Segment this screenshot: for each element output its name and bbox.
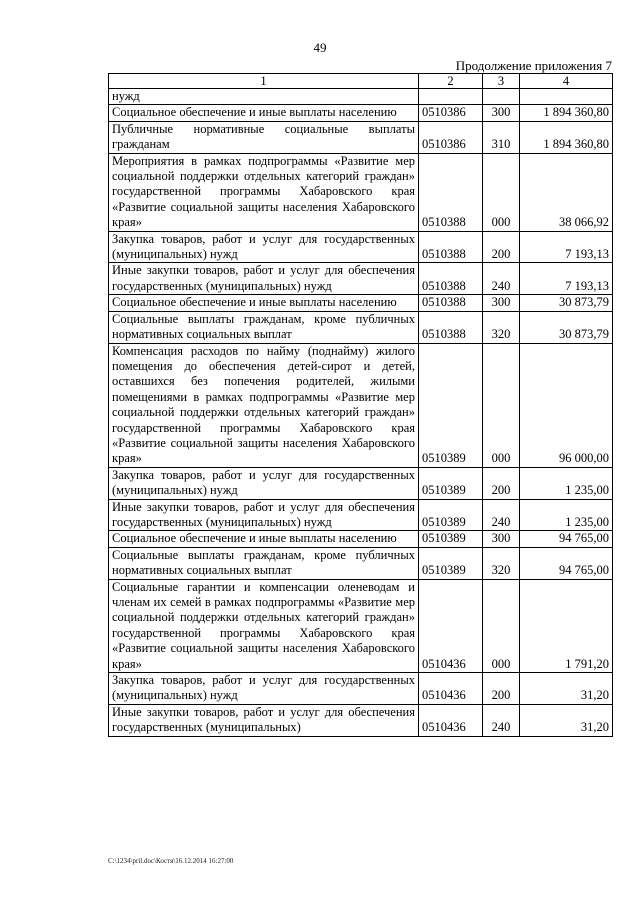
header-cell: 2 (419, 74, 483, 89)
target-code-cell: 0510388 (419, 153, 483, 231)
target-code-cell: 0510389 (419, 531, 483, 547)
table-row (109, 579, 613, 672)
amount-cell: 38 066,92 (520, 153, 613, 231)
target-code-cell: 0510386 (419, 105, 483, 121)
table-row (109, 231, 613, 263)
amount-cell: 31,20 (520, 704, 613, 736)
expense-type-cell: 000 (483, 153, 520, 231)
amount-cell: 1 894 360,80 (520, 105, 613, 121)
target-code-cell: 0510388 (419, 295, 483, 311)
header-cell: 3 (483, 74, 520, 89)
table-row (109, 499, 613, 531)
table-row (109, 311, 613, 343)
target-code-cell: 0510388 (419, 311, 483, 343)
description-cell: Социальные выплаты гражданам, кроме публичных нормативных социальных выплат (109, 311, 419, 343)
description-cell: Социальные гарантии и компенсации оленеводам и членам их семей в рамках подпрограммы «Развитие мер социальной поддержки отдельных категорий граждан» государственной программы Хабаровского края «Развитие социальной защиты населения Хабаровского края» (109, 579, 419, 672)
amount-cell: 1 791,20 (520, 579, 613, 672)
target-code-cell: 0510389 (419, 343, 483, 467)
expense-type-cell: 200 (483, 231, 520, 263)
description-cell: Социальное обеспечение и иные выплаты населению (109, 105, 419, 121)
amount-cell: 7 193,13 (520, 231, 613, 263)
amount-cell: 30 873,79 (520, 311, 613, 343)
expense-type-cell: 300 (483, 295, 520, 311)
target-code-cell (419, 89, 483, 105)
table-header-row (109, 74, 613, 89)
description-cell: Социальные выплаты гражданам, кроме публичных нормативных социальных выплат (109, 547, 419, 579)
target-code-cell: 0510436 (419, 673, 483, 705)
amount-cell: 7 193,13 (520, 263, 613, 295)
table-row (109, 704, 613, 736)
amount-cell (520, 89, 613, 105)
expense-type-cell: 200 (483, 467, 520, 499)
table-row (109, 121, 613, 153)
expense-type-cell: 300 (483, 531, 520, 547)
amount-cell: 31,20 (520, 673, 613, 705)
table-row (109, 343, 613, 467)
description-cell: нужд (109, 89, 419, 105)
target-code-cell: 0510386 (419, 121, 483, 153)
target-code-cell: 0510388 (419, 231, 483, 263)
expense-type-cell: 320 (483, 547, 520, 579)
expense-type-cell: 240 (483, 704, 520, 736)
table-row (109, 295, 613, 311)
amount-cell: 94 765,00 (520, 531, 613, 547)
budget-table (108, 73, 613, 737)
expense-type-cell: 240 (483, 499, 520, 531)
description-cell: Мероприятия в рамках подпрограммы «Развитие мер социальной поддержки отдельных категорий граждан» государственной программы Хабаровского края «Развитие социальной защиты населения Хабаровского края» (109, 153, 419, 231)
description-cell: Компенсация расходов по найму (поднайму) жилого помещения до обеспечения детей-сирот и детей, оставшихся без попечения родителей, жилыми помещениями в рамках подпрограммы «Развитие мер социальной поддержки отдельных категорий граждан» государственной программы Хабаровского края «Развитие социальной защиты населения Хабаровского края» (109, 343, 419, 467)
target-code-cell: 0510389 (419, 467, 483, 499)
description-cell: Иные закупки товаров, работ и услуг для обеспечения государственных (муниципальных) нужд (109, 499, 419, 531)
amount-cell: 1 235,00 (520, 499, 613, 531)
expense-type-cell: 240 (483, 263, 520, 295)
expense-type-cell: 200 (483, 673, 520, 705)
expense-type-cell: 000 (483, 579, 520, 672)
amount-cell: 94 765,00 (520, 547, 613, 579)
description-cell: Социальное обеспечение и иные выплаты населению (109, 531, 419, 547)
page-number: 49 (313, 40, 327, 55)
expense-type-cell: 000 (483, 343, 520, 467)
description-cell: Иные закупки товаров, работ и услуг для обеспечения государственных (муниципальных) (109, 704, 419, 736)
description-cell: Закупка товаров, работ и услуг для государственных (муниципальных) нужд (109, 467, 419, 499)
file-path-footer: C:\1234\pril.doc\Костя\16.12.2014 16:27:00 (108, 857, 234, 865)
description-cell: Публичные нормативные социальные выплаты гражданам (109, 121, 419, 153)
expense-type-cell (483, 89, 520, 105)
expense-type-cell: 320 (483, 311, 520, 343)
expense-type-cell: 300 (483, 105, 520, 121)
table-row (109, 105, 613, 121)
amount-cell: 1 235,00 (520, 467, 613, 499)
target-code-cell: 0510389 (419, 547, 483, 579)
table-row (109, 467, 613, 499)
table-row (109, 547, 613, 579)
target-code-cell: 0510436 (419, 579, 483, 672)
expense-type-cell: 310 (483, 121, 520, 153)
description-cell: Социальное обеспечение и иные выплаты населению (109, 295, 419, 311)
description-cell: Закупка товаров, работ и услуг для государственных (муниципальных) нужд (109, 231, 419, 263)
description-cell: Иные закупки товаров, работ и услуг для обеспечения государственных (муниципальных) нужд (109, 263, 419, 295)
description-cell: Закупка товаров, работ и услуг для государственных (муниципальных) нужд (109, 673, 419, 705)
header-cell: 1 (109, 74, 419, 89)
table-row (109, 263, 613, 295)
target-code-cell: 0510388 (419, 263, 483, 295)
table-row (109, 673, 613, 705)
continuation-label: Продолжение приложения 7 (455, 58, 612, 73)
amount-cell: 96 000,00 (520, 343, 613, 467)
table-row (109, 531, 613, 547)
table-row (109, 89, 613, 105)
header-cell: 4 (520, 74, 613, 89)
target-code-cell: 0510389 (419, 499, 483, 531)
amount-cell: 30 873,79 (520, 295, 613, 311)
target-code-cell: 0510436 (419, 704, 483, 736)
amount-cell: 1 894 360,80 (520, 121, 613, 153)
table-row (109, 153, 613, 231)
